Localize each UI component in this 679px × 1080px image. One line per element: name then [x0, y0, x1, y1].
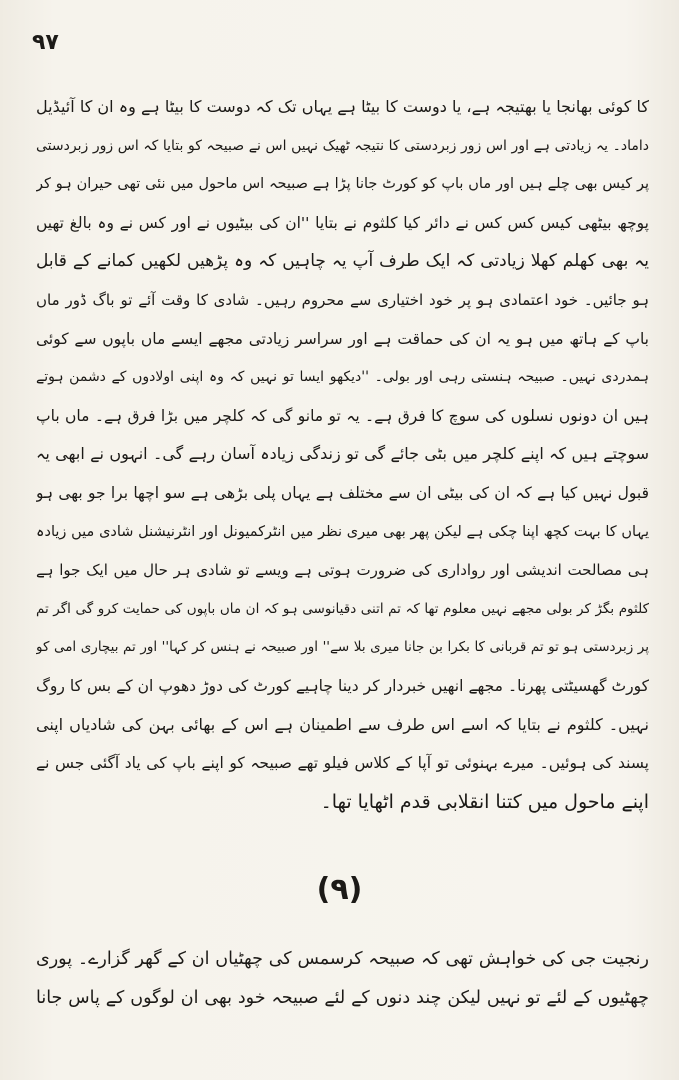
text-line: کلثوم بگڑ کر بولی مجھے نہیں معلوم تھا کہ تم اتنی دقیانوسی ہو کہ ان ماں باپوں کی حمایت کرو گی اگر تم — [36, 600, 649, 617]
text-line: چھٹیوں کے لئے تو نہیں لیکن چند دنوں کے لئے صبیحہ خود بھی ان لوگوں کے پاس جانا — [36, 987, 649, 1008]
text-line: سوچتے ہیں کہ اپنے کلچر میں بٹی جائے گی تو زندگی زیادہ آسان رہے گی۔ انہوں نے ابھی یہ — [36, 444, 649, 464]
text-line: کورٹ گھسیٹتی پھرنا۔ مجھے انھیں خبردار کر دینا چاہیے کورٹ کی دوڑ دھوپ ان کے بس کا روگ — [36, 676, 649, 695]
text-line: پر زبردستی ہو تو تم قربانی کا بکرا بن جانا میری بلا سے'' اور صبیحہ نے ہنس کر کہا'' اور تم بیچاری امی کو — [36, 639, 649, 656]
page-number: ۹۷ — [32, 30, 59, 55]
text-line: پر کیس بھی چلے ہیں اور ماں باپ کو کورٹ جانا پڑا ہے صبیحہ اس ماحول میں نئی تھی حیران ہو کر — [36, 176, 649, 193]
text-line: باپ کے ہاتھ میں ہو یہ ان کی حماقت ہے اور سراسر زیادتی مجھے ایسے ماں باپوں سے کوئی — [36, 329, 649, 348]
chapter-heading: (۹) — [316, 872, 363, 907]
text-line: قبول نہیں کیا ہے کہ ان کی بیٹی ان سے مختلف ہے یہاں پلی بڑھی ہے سو اچھا برا جو بھی ہو — [36, 483, 649, 502]
text-line: ہیں ان دونوں نسلوں کی سوچ کا فرق ہے۔ یہ تو مانو گی کہ کلچر میں بڑا فرق ہے۔ ماں باپ — [36, 406, 649, 425]
text-line: رنجیت جی کی خواہش تھی کہ صبیحہ کرسمس کی چھٹیاں ان کے گھر گزارے۔ پوری — [36, 949, 649, 969]
text-line: کا کوئی بھانجا یا بھتیجہ ہے، یا دوست کا بیٹا ہے یہاں تک کہ دوست کا بیٹا ہے وہ ان کا آئیڈیل — [36, 97, 649, 116]
text-line: داماد۔ یہ زیادتی ہے اور اس زور زبردستی کا نتیجہ ٹھیک نہیں اس نے صبیحہ کو بتایا کہ اس زور زبردستی — [36, 137, 649, 154]
text-line: پسند کی ہوئیں۔ میرے بہنوئی تو آپا کے کلاس فیلو تھے صبیحہ کو اپنے باپ کی یاد آگئی جس نے — [36, 754, 649, 773]
text-line: یہاں کا بہت کچھ اپنا چکی ہے لیکن پھر بھی میری نظر میں انٹرکمیونل اور انٹرنیشنل شادی میں زیادہ — [36, 523, 649, 540]
text-line: یہ بھی کھلم کھلا زیادتی کہ ایک طرف آپ یہ چاہیں کہ وہ پڑھیں لکھیں کمانے کے قابل — [36, 251, 649, 272]
text-line: پوچھ بیٹھی کیس کس کس نے دائر کیا کلثوم نے بتایا ''ان کی بیٹیوں نے اور کس نے وہ بالغ تھیں — [36, 213, 649, 232]
paragraph-1 — [36, 88, 649, 821]
text-line: اپنے ماحول میں کتنا انقلابی قدم اٹھایا تھا۔ — [320, 790, 649, 813]
text-line: ہو جائیں۔ خود اعتمادی ہو پر خود اختیاری سے محروم رہیں۔ شادی کا وقت آئے تو باگ ڈور ماں — [36, 290, 649, 309]
paragraph-2 — [36, 940, 649, 1017]
text-line: ہمدردی نہیں۔ صبیحہ ہنستی رہی اور بولی۔ ''دیکھو ایسا تو نہیں کہ وہ اپنی اولادوں کے دشمن ہوتے — [36, 369, 649, 386]
text-line: ہی مصالحت اندیشی اور رواداری کی ضرورت ہوتی ہے ویسے تو شادی ہر حال میں ایک جوا ہے — [36, 561, 649, 580]
text-line: نہیں۔ کلثوم نے بتایا کہ اسے اس طرف سے اطمینان ہے اس کے بھائی بہن کی شادیاں اپنی — [36, 714, 649, 734]
